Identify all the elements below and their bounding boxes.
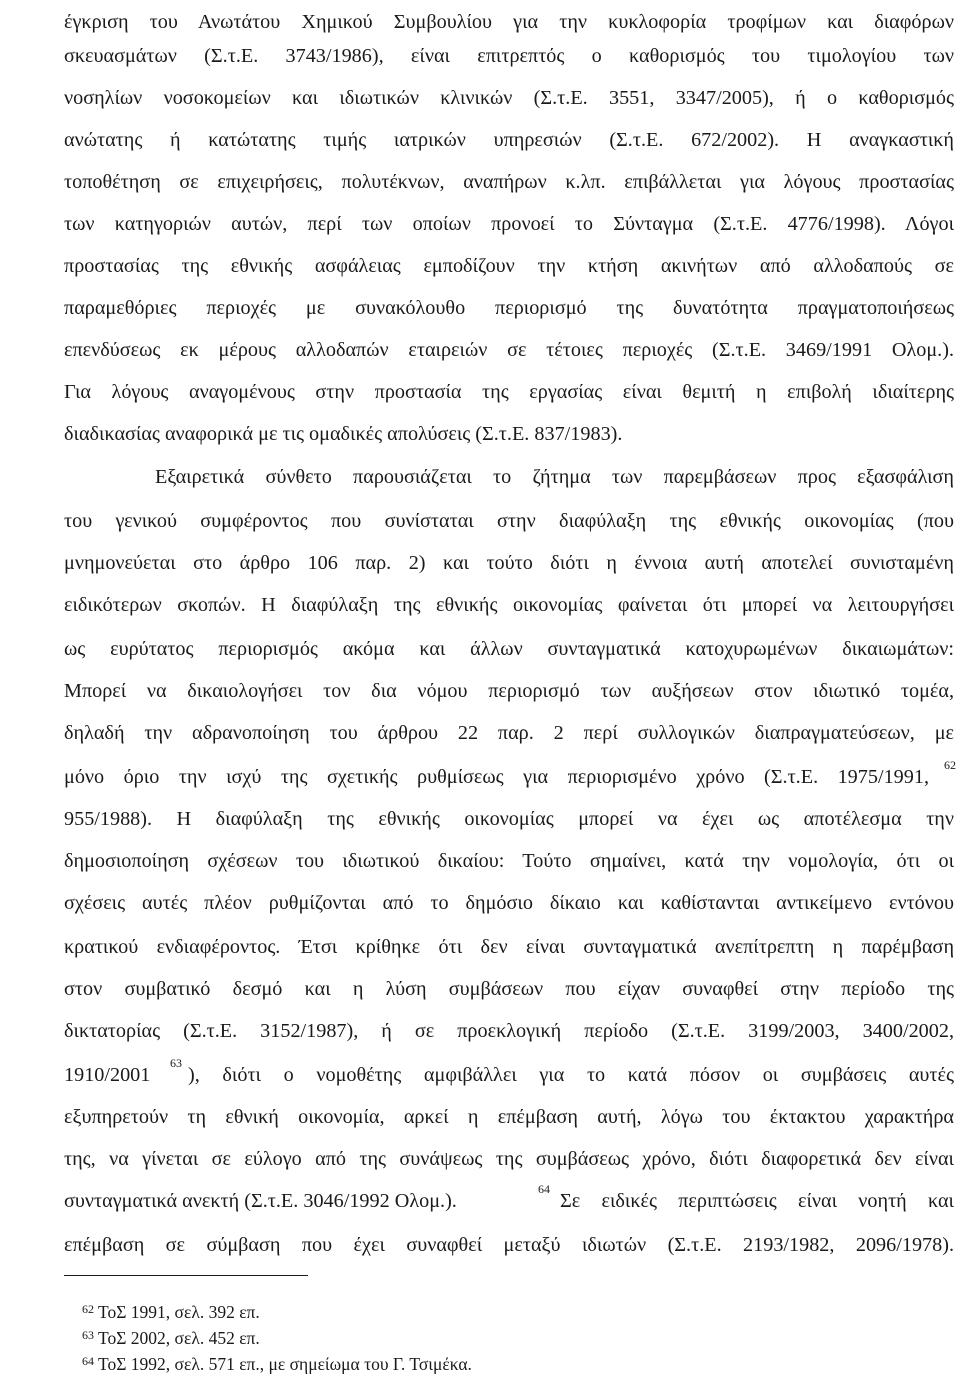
text-line: επέμβαση σε σύμβαση που έχει συναφθεί μεταξύ ιδιωτών (Σ.τ.Ε. 2193/1982, 2096/1978). <box>64 1234 954 1256</box>
text-line: δηλαδή την αδρανοποίηση του άρθρου 22 παρ. 2 περί συλλογικών διαπραγματεύσεων, με <box>64 722 954 744</box>
paragraph-first-line: Εξαιρετικά σύνθετο παρουσιάζεται το ζήτημα των παρεμβάσεων προς εξασφάλιση <box>155 466 954 488</box>
footnote-number: 64 <box>82 1354 94 1368</box>
text-line: δημοσιοποίηση σχέσεων του ιδιωτικού δικαίου: Τούτο σημαίνει, κατά την νομολογία, ότι οι <box>64 850 954 872</box>
footnote-number: 62 <box>82 1302 94 1316</box>
text-line-start: 1910/2001 <box>64 1064 151 1086</box>
text-line: μόνο όριο την ισχύ της σχετικής ρυθμίσεως για περιορισμένο χρόνο (Σ.τ.Ε. 1975/1991, <box>64 766 929 788</box>
footnote-ref-62[interactable]: 62 <box>944 758 956 772</box>
text-line: σκευασμάτων (Σ.τ.Ε. 3743/1986), είναι επιτρεπτός ο καθορισμός του τιμολογίου των <box>64 45 954 67</box>
text-line: κρατικού ενδιαφέροντος. Έτσι κρίθηκε ότι δεν είναι συνταγματικά ανεπίτρεπτη η παρέμβαση <box>64 936 954 958</box>
text-line: έγκριση του Ανωτάτου Χημικού Συμβουλίου για την κυκλοφορία τροφίμων και διαφόρων <box>64 11 954 33</box>
footnote-ref-64[interactable]: 64 <box>538 1182 550 1196</box>
footnote-separator <box>64 1275 308 1276</box>
footnote-text: ΤοΣ 1992, σελ. 571 επ., με σημείωμα του Γ. Τσιμέκα. <box>98 1354 472 1374</box>
text-line: ανώτατης ή κατώτατης τιμής ιατρικών υπηρεσιών (Σ.τ.Ε. 672/2002). Η αναγκαστική <box>64 129 954 151</box>
footnote-text: ΤοΣ 2002, σελ. 452 επ. <box>98 1328 260 1348</box>
text-line: των κατηγοριών αυτών, περί των οποίων προνοεί το Σύνταγμα (Σ.τ.Ε. 4776/1998). Λόγοι <box>64 213 954 235</box>
footnote-ref-63[interactable]: 63 <box>170 1056 182 1070</box>
footnote-text: ΤοΣ 1991, σελ. 392 επ. <box>98 1302 260 1322</box>
text-line: τοποθέτηση σε επιχειρήσεις, πολυτέκνων, αναπήρων κ.λπ. επιβάλλεται για λόγους προστασίας <box>64 171 954 193</box>
text-line: δικτατορίας (Σ.τ.Ε. 3152/1987), ή σε προεκλογική περίοδο (Σ.τ.Ε. 3199/2003, 3400/2002, <box>64 1020 954 1042</box>
text-line: επενδύσεως εκ μέρους αλλοδαπών εταιρειών σε τέτοιες περιοχές (Σ.τ.Ε. 3469/1991 Ολομ.). <box>64 339 954 361</box>
footnote-number: 63 <box>82 1328 94 1342</box>
footnote-62 <box>82 1299 260 1325</box>
text-line: ειδικότερων σκοπών. Η διαφύλαξη της εθνικής οικονομίας φαίνεται ότι μπορεί να λειτουργήσει <box>64 594 954 616</box>
text-line: Μπορεί να δικαιολογήσει τον δια νόμου περιορισμό των αυξήσεων στον ιδιωτικό τομέα, <box>64 680 954 702</box>
text-line: μνημονεύεται στο άρθρο 106 παρ. 2) και τούτο διότι η έννοια αυτή αποτελεί συνισταμένη <box>64 552 954 574</box>
text-line-start: συνταγματικά ανεκτή (Σ.τ.Ε. 3046/1992 Ολομ.). <box>64 1190 457 1212</box>
text-line: προστασίας της εθνικής ασφάλειας εμποδίζουν την κτήση ακινήτων από αλλοδαπούς σε <box>64 255 954 277</box>
footnote-63 <box>82 1325 260 1351</box>
footnote-64 <box>82 1351 472 1377</box>
text-line: διαδικασίας αναφορικά με τις ομαδικές απολύσεις (Σ.τ.Ε. 837/1983). <box>64 423 623 445</box>
text-line: σχέσεις αυτές πλέον ρυθμίζονται από το δημόσιο δίκαιο και καθίστανται αντικείμενο εντόνου <box>64 892 954 914</box>
text-line: ως ευρύτατος περιορισμός ακόμα και άλλων συνταγματικά κατοχυρωμένων δικαιωμάτων: <box>64 638 954 660</box>
text-line: εξυπηρετούν τη εθνική οικονομία, αρκεί η επέμβαση αυτή, λόγω του έκτακτου χαρακτήρα <box>64 1106 954 1128</box>
text-line-rest: Σε ειδικές περιπτώσεις είναι νοητή και <box>560 1190 954 1212</box>
text-line: του γενικού συμφέροντος που συνίσταται στην διαφύλαξη της εθνικής οικονομίας (που <box>64 510 954 532</box>
text-line: στον συμβατικό δεσμό και η λύση συμβάσεων που είχαν συναφθεί στην περίοδο της <box>64 978 954 1000</box>
text-line: 955/1988). Η διαφύλαξη της εθνικής οικονομίας μπορεί να έχει ως αποτέλεσμα την <box>64 808 954 830</box>
text-line-rest: ), διότι ο νομοθέτης αμφιβάλλει για το κατά πόσον οι συμβάσεις αυτές <box>188 1064 954 1086</box>
text-line: παραμεθόριες περιοχές με συνακόλουθο περιορισμό της δυνατότητα πραγματοποιήσεως <box>64 297 954 319</box>
text-line: Για λόγους αναγομένους στην προστασία της εργασίας είναι θεμιτή η επιβολή ιδιαίτερης <box>64 381 954 403</box>
text-line: της, να γίνεται σε εύλογο από της συνάψεως της συμβάσεως χρόνο, διότι διαφορετικά δεν είναι <box>64 1148 954 1170</box>
text-line: νοσηλίων νοσοκομείων και ιδιωτικών κλινικών (Σ.τ.Ε. 3551, 3347/2005), ή ο καθορισμός <box>64 87 954 109</box>
